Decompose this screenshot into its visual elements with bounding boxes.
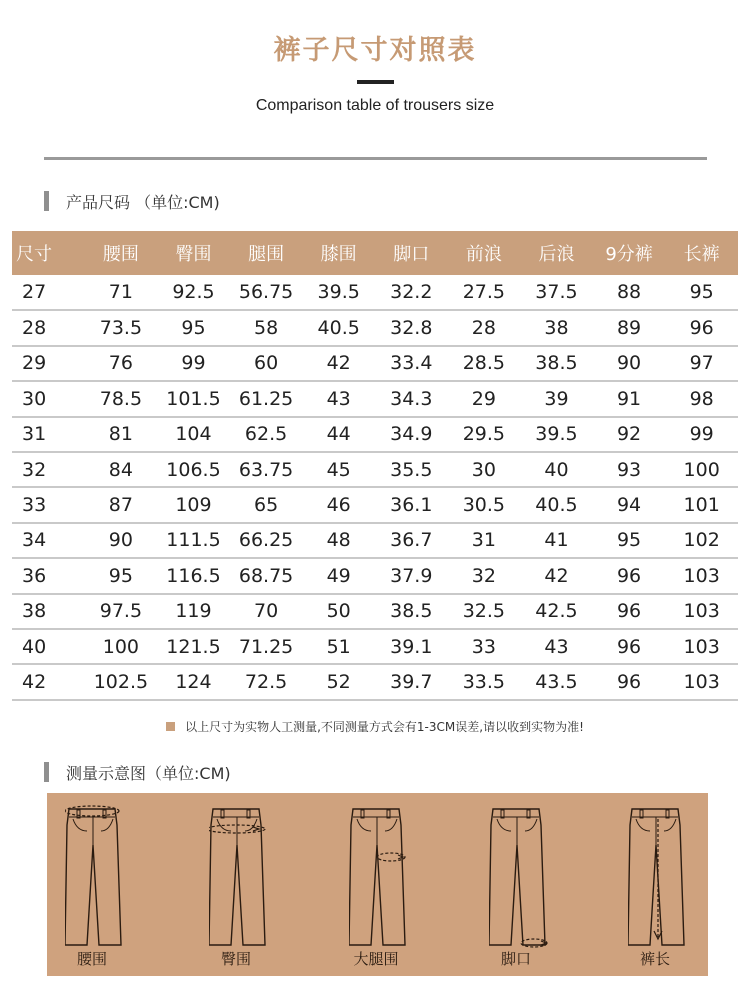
section-header-product-size (44, 190, 220, 212)
table-cell: 42 (302, 346, 375, 381)
table-cell: 100 (85, 629, 158, 664)
table-cell: 29 (12, 346, 85, 381)
table-cell: 71 (85, 275, 158, 310)
table-cell: 33 (12, 487, 85, 522)
table-cell: 45 (302, 452, 375, 487)
table-cell: 39.7 (375, 664, 448, 699)
table-cell: 97 (665, 346, 738, 381)
table-cell: 31 (448, 523, 521, 558)
table-cell: 93 (593, 452, 666, 487)
table-cell: 31 (12, 417, 85, 452)
table-cell: 92 (593, 417, 666, 452)
table-cell: 34.9 (375, 417, 448, 452)
table-cell: 32.8 (375, 310, 448, 345)
diagram-hip (191, 793, 311, 976)
table-cell: 37.5 (520, 275, 593, 310)
table-cell: 73.5 (85, 310, 158, 345)
table-cell: 33 (448, 629, 521, 664)
table-cell: 95 (593, 523, 666, 558)
diagram-length (610, 793, 730, 976)
table-cell: 84 (85, 452, 158, 487)
table-cell: 44 (302, 417, 375, 452)
table-cell: 96 (593, 664, 666, 699)
table-cell: 103 (665, 594, 738, 629)
table-cell: 96 (593, 594, 666, 629)
section-label: 测量示意图（单位:CM) (66, 763, 231, 783)
section-header-measurement (44, 761, 231, 783)
table-cell: 92.5 (157, 275, 230, 310)
table-row (12, 523, 738, 558)
table-cell: 97.5 (85, 594, 158, 629)
section-marker (44, 762, 49, 782)
trousers-waist-icon (65, 805, 125, 949)
table-cell: 109 (157, 487, 230, 522)
table-cell: 36 (12, 558, 85, 593)
column-header: 腿围 (230, 231, 303, 275)
table-row (12, 381, 738, 416)
column-header: 膝围 (302, 231, 375, 275)
table-header-row (12, 231, 738, 275)
table-cell: 62.5 (230, 417, 303, 452)
column-header: 9分裤 (593, 231, 666, 275)
table-cell: 40 (520, 452, 593, 487)
table-cell: 95 (665, 275, 738, 310)
table-cell: 88 (593, 275, 666, 310)
table-cell: 101 (665, 487, 738, 522)
table-cell: 71.25 (230, 629, 303, 664)
table-row (12, 346, 738, 381)
table-cell: 39 (520, 381, 593, 416)
table-cell: 40.5 (520, 487, 593, 522)
table-cell: 27 (12, 275, 85, 310)
table-cell: 34.3 (375, 381, 448, 416)
table-cell: 28 (12, 310, 85, 345)
table-cell: 39.5 (520, 417, 593, 452)
table-cell: 36.7 (375, 523, 448, 558)
table-cell: 124 (157, 664, 230, 699)
trousers-hip-icon (209, 805, 269, 949)
table-cell: 38.5 (520, 346, 593, 381)
table-cell: 46 (302, 487, 375, 522)
table-cell: 90 (85, 523, 158, 558)
table-cell: 61.25 (230, 381, 303, 416)
table-cell: 29.5 (448, 417, 521, 452)
table-cell: 30 (12, 381, 85, 416)
column-header: 腰围 (85, 231, 158, 275)
diagram-label: 臀围 (220, 950, 251, 968)
page-subtitle: Comparison table of trousers size (255, 97, 495, 114)
table-cell: 99 (157, 346, 230, 381)
table-cell: 38 (12, 594, 85, 629)
section-divider (44, 157, 707, 160)
trousers-thigh-icon (349, 805, 409, 949)
table-cell: 81 (85, 417, 158, 452)
diagram-waist (47, 793, 167, 976)
table-cell: 96 (593, 629, 666, 664)
table-cell: 27.5 (448, 275, 521, 310)
diagram-hem (471, 793, 591, 976)
note-bullet (166, 722, 175, 731)
table-cell: 121.5 (157, 629, 230, 664)
table-cell: 49 (302, 558, 375, 593)
table-cell: 95 (157, 310, 230, 345)
table-cell: 102.5 (85, 664, 158, 699)
table-cell: 60 (230, 346, 303, 381)
table-cell: 38.5 (375, 594, 448, 629)
diagram-label: 腰围 (76, 950, 107, 968)
table-cell: 63.75 (230, 452, 303, 487)
table-cell: 50 (302, 594, 375, 629)
table-cell: 36.1 (375, 487, 448, 522)
table-row (12, 558, 738, 593)
column-header: 长裤 (665, 231, 738, 275)
page-title: 裤子尺寸对照表 (273, 35, 477, 66)
table-cell: 37.9 (375, 558, 448, 593)
diagram-label: 裤长 (639, 950, 670, 968)
table-cell: 94 (593, 487, 666, 522)
table-cell: 40 (12, 629, 85, 664)
section-label: 产品尺码 （单位:CM) (66, 192, 220, 212)
table-cell: 56.75 (230, 275, 303, 310)
table-cell: 101.5 (157, 381, 230, 416)
size-table (12, 231, 738, 701)
table-cell: 42 (12, 664, 85, 699)
table-cell: 42 (520, 558, 593, 593)
table-cell: 99 (665, 417, 738, 452)
table-cell: 42.5 (520, 594, 593, 629)
table-cell: 66.25 (230, 523, 303, 558)
table-cell: 106.5 (157, 452, 230, 487)
column-header: 前浪 (448, 231, 521, 275)
trousers-length-icon (628, 805, 688, 949)
table-cell: 35.5 (375, 452, 448, 487)
table-cell: 32.2 (375, 275, 448, 310)
table-cell: 43 (302, 381, 375, 416)
table-cell: 65 (230, 487, 303, 522)
column-header: 后浪 (520, 231, 593, 275)
diagram-label: 大腿围 (353, 950, 399, 968)
table-row (12, 629, 738, 664)
table-row (12, 487, 738, 522)
measurement-note (0, 718, 750, 735)
table-cell: 103 (665, 629, 738, 664)
table-cell: 116.5 (157, 558, 230, 593)
table-cell: 52 (302, 664, 375, 699)
table-row (12, 310, 738, 345)
table-cell: 96 (593, 558, 666, 593)
table-cell: 48 (302, 523, 375, 558)
table-cell: 98 (665, 381, 738, 416)
table-cell: 70 (230, 594, 303, 629)
table-cell: 33.5 (448, 664, 521, 699)
column-header: 脚口 (375, 231, 448, 275)
table-cell: 103 (665, 558, 738, 593)
table-cell: 91 (593, 381, 666, 416)
table-cell: 39.5 (302, 275, 375, 310)
table-cell: 32.5 (448, 594, 521, 629)
table-cell: 30 (448, 452, 521, 487)
table-cell: 72.5 (230, 664, 303, 699)
table-cell: 95 (85, 558, 158, 593)
table-cell: 32 (12, 452, 85, 487)
table-cell: 68.75 (230, 558, 303, 593)
table-cell: 111.5 (157, 523, 230, 558)
section-marker (44, 191, 49, 211)
table-cell: 51 (302, 629, 375, 664)
table-cell: 103 (665, 664, 738, 699)
table-cell: 58 (230, 310, 303, 345)
table-cell: 76 (85, 346, 158, 381)
table-row (12, 275, 738, 310)
table-cell: 96 (665, 310, 738, 345)
table-cell: 33.4 (375, 346, 448, 381)
table-cell: 90 (593, 346, 666, 381)
table-cell: 102 (665, 523, 738, 558)
table-cell: 28.5 (448, 346, 521, 381)
table-cell: 34 (12, 523, 85, 558)
table-body (12, 275, 738, 700)
note-text: 以上尺寸为实物人工测量,不同测量方式会有1-3CM误差,请以收到实物为准! (185, 720, 584, 734)
table-cell: 29 (448, 381, 521, 416)
table-cell: 104 (157, 417, 230, 452)
table-cell: 30.5 (448, 487, 521, 522)
title-underline (357, 80, 394, 84)
table-cell: 43 (520, 629, 593, 664)
table-cell: 32 (448, 558, 521, 593)
table-cell: 28 (448, 310, 521, 345)
table-row (12, 594, 738, 629)
table-cell: 39.1 (375, 629, 448, 664)
diagram-thigh (331, 793, 451, 976)
table-row (12, 452, 738, 487)
table-cell: 41 (520, 523, 593, 558)
table-cell: 78.5 (85, 381, 158, 416)
trousers-hem-icon (489, 805, 549, 949)
table-row (12, 417, 738, 452)
table-cell: 43.5 (520, 664, 593, 699)
table-cell: 40.5 (302, 310, 375, 345)
table-row (12, 664, 738, 699)
table-cell: 119 (157, 594, 230, 629)
column-header: 臀围 (157, 231, 230, 275)
diagram-label: 脚口 (500, 950, 531, 968)
table-cell: 87 (85, 487, 158, 522)
table-cell: 89 (593, 310, 666, 345)
table-cell: 100 (665, 452, 738, 487)
column-header: 尺寸 (12, 231, 85, 275)
table-cell: 38 (520, 310, 593, 345)
measurement-diagram-panel (47, 793, 708, 976)
